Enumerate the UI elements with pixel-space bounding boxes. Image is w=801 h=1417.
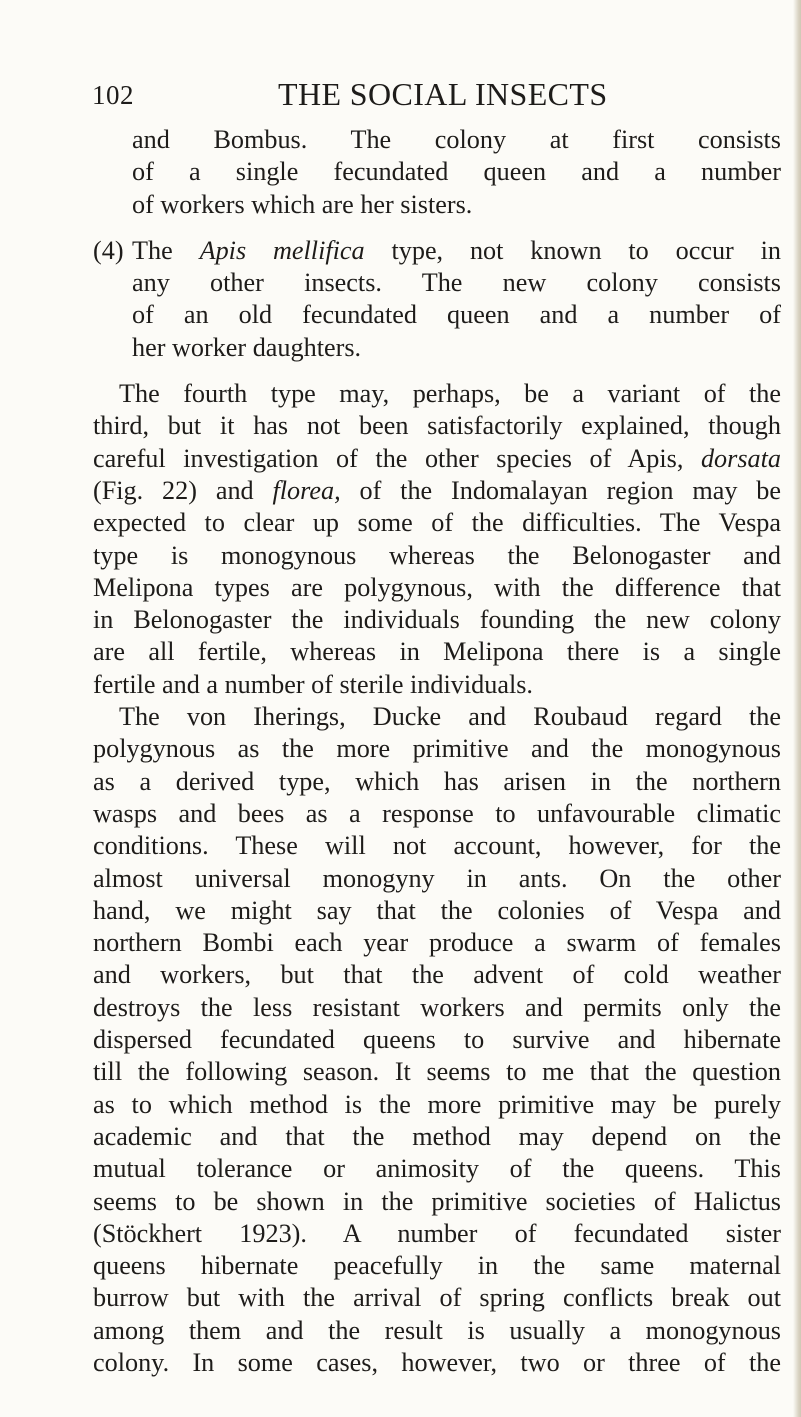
item4-species: Apis mellifica: [199, 235, 365, 265]
page-edge-shadow: [793, 0, 801, 1417]
para1-line: Melipona types are polygynous, with the difference that: [93, 572, 781, 602]
para2-line: northern Bombi each year produce a swarm of females: [93, 928, 781, 958]
para2-line: burrow but with the arrival of spring conflicts break out: [93, 1283, 781, 1313]
item3-line: and Bombus. The colony at first consists: [132, 125, 781, 154]
item3-line: of a single fecundated queen and a number: [132, 157, 781, 187]
item4-line: of an old fecundated queen and a number of: [132, 300, 781, 330]
para2-line: almost universal monogyny in ants. On the other: [93, 863, 781, 893]
para2-line: mutual tolerance or animosity of the queens. This: [93, 1154, 781, 1184]
para2-line: wasps and bees as a response to unfavourable climatic: [93, 798, 781, 828]
running-title: THE SOCIAL INSECTS: [278, 76, 608, 112]
para1-line: in Belonogaster the individuals founding the new colony: [93, 605, 781, 635]
item4-line: [93, 235, 781, 267]
item4-number: (4): [93, 235, 124, 265]
para1-species: florea,: [272, 475, 341, 505]
para2-line: polygynous as the more primitive and the monogynous: [93, 734, 781, 764]
para2-line: till the following season. It seems to me that the question: [93, 1057, 781, 1087]
para2-line: as to which method is the more primitive may be purely: [93, 1089, 781, 1119]
para1-line: type is monogynous whereas the Belonogaster and: [93, 540, 781, 570]
para2-line: among them and the result is usually a monogynous: [93, 1315, 781, 1345]
para2-line: seems to be shown in the primitive societies of Halictus: [93, 1186, 781, 1216]
para1-text: (Fig. 22) and: [93, 475, 273, 505]
running-head: [0, 76, 801, 116]
page-number: 102: [92, 80, 134, 110]
para2-line: (Stöckhert 1923). A number of fecundated sister: [93, 1218, 781, 1248]
para2-line: academic and that the method may depend on the: [93, 1121, 781, 1151]
para2-line: dispersed fecundated queens to survive and hibernate: [93, 1025, 781, 1055]
para2-line: and workers, but that the advent of cold weather: [93, 960, 781, 990]
para1-line: [93, 443, 781, 475]
para1-text: of the Indomalayan region may be: [340, 475, 782, 505]
para1-text: careful investigation of the other species of Apis,: [93, 443, 701, 473]
para2-line: colony. In some cases, however, two or three of the: [93, 1347, 781, 1377]
para2-line: conditions. These will not account, however, for the: [93, 831, 781, 861]
para1-line: expected to clear up some of the difficulties. The Vespa: [93, 508, 781, 538]
para2-line: as a derived type, which has arisen in the northern: [93, 766, 781, 796]
para2-line: queens hibernate peacefully in the same maternal: [93, 1251, 781, 1281]
para1-line: third, but it has not been satisfactorily explained, though: [93, 411, 781, 441]
para2-line: The von Iherings, Ducke and Roubaud regard the: [119, 702, 781, 732]
item4-text: type, not known to occur in: [364, 235, 781, 265]
para1-line: The fourth type may, perhaps, be a variant of the: [119, 379, 781, 409]
para1-species: dorsata: [700, 443, 781, 473]
para1-line: [93, 475, 781, 507]
para1-line: are all fertile, whereas in Melipona there is a single: [93, 637, 781, 667]
item3-line: of workers which are her sisters.: [132, 189, 473, 219]
item4-text: The: [132, 235, 200, 265]
para1-line: fertile and a number of sterile individuals.: [93, 669, 533, 699]
para2-line: hand, we might say that the colonies of Vespa and: [93, 895, 781, 925]
para2-line: destroys the less resistant workers and permits only the: [93, 992, 781, 1022]
item4-line: any other insects. The new colony consists: [132, 268, 781, 298]
body-text: [93, 124, 781, 1379]
item4-line: her worker daughters.: [132, 332, 362, 362]
